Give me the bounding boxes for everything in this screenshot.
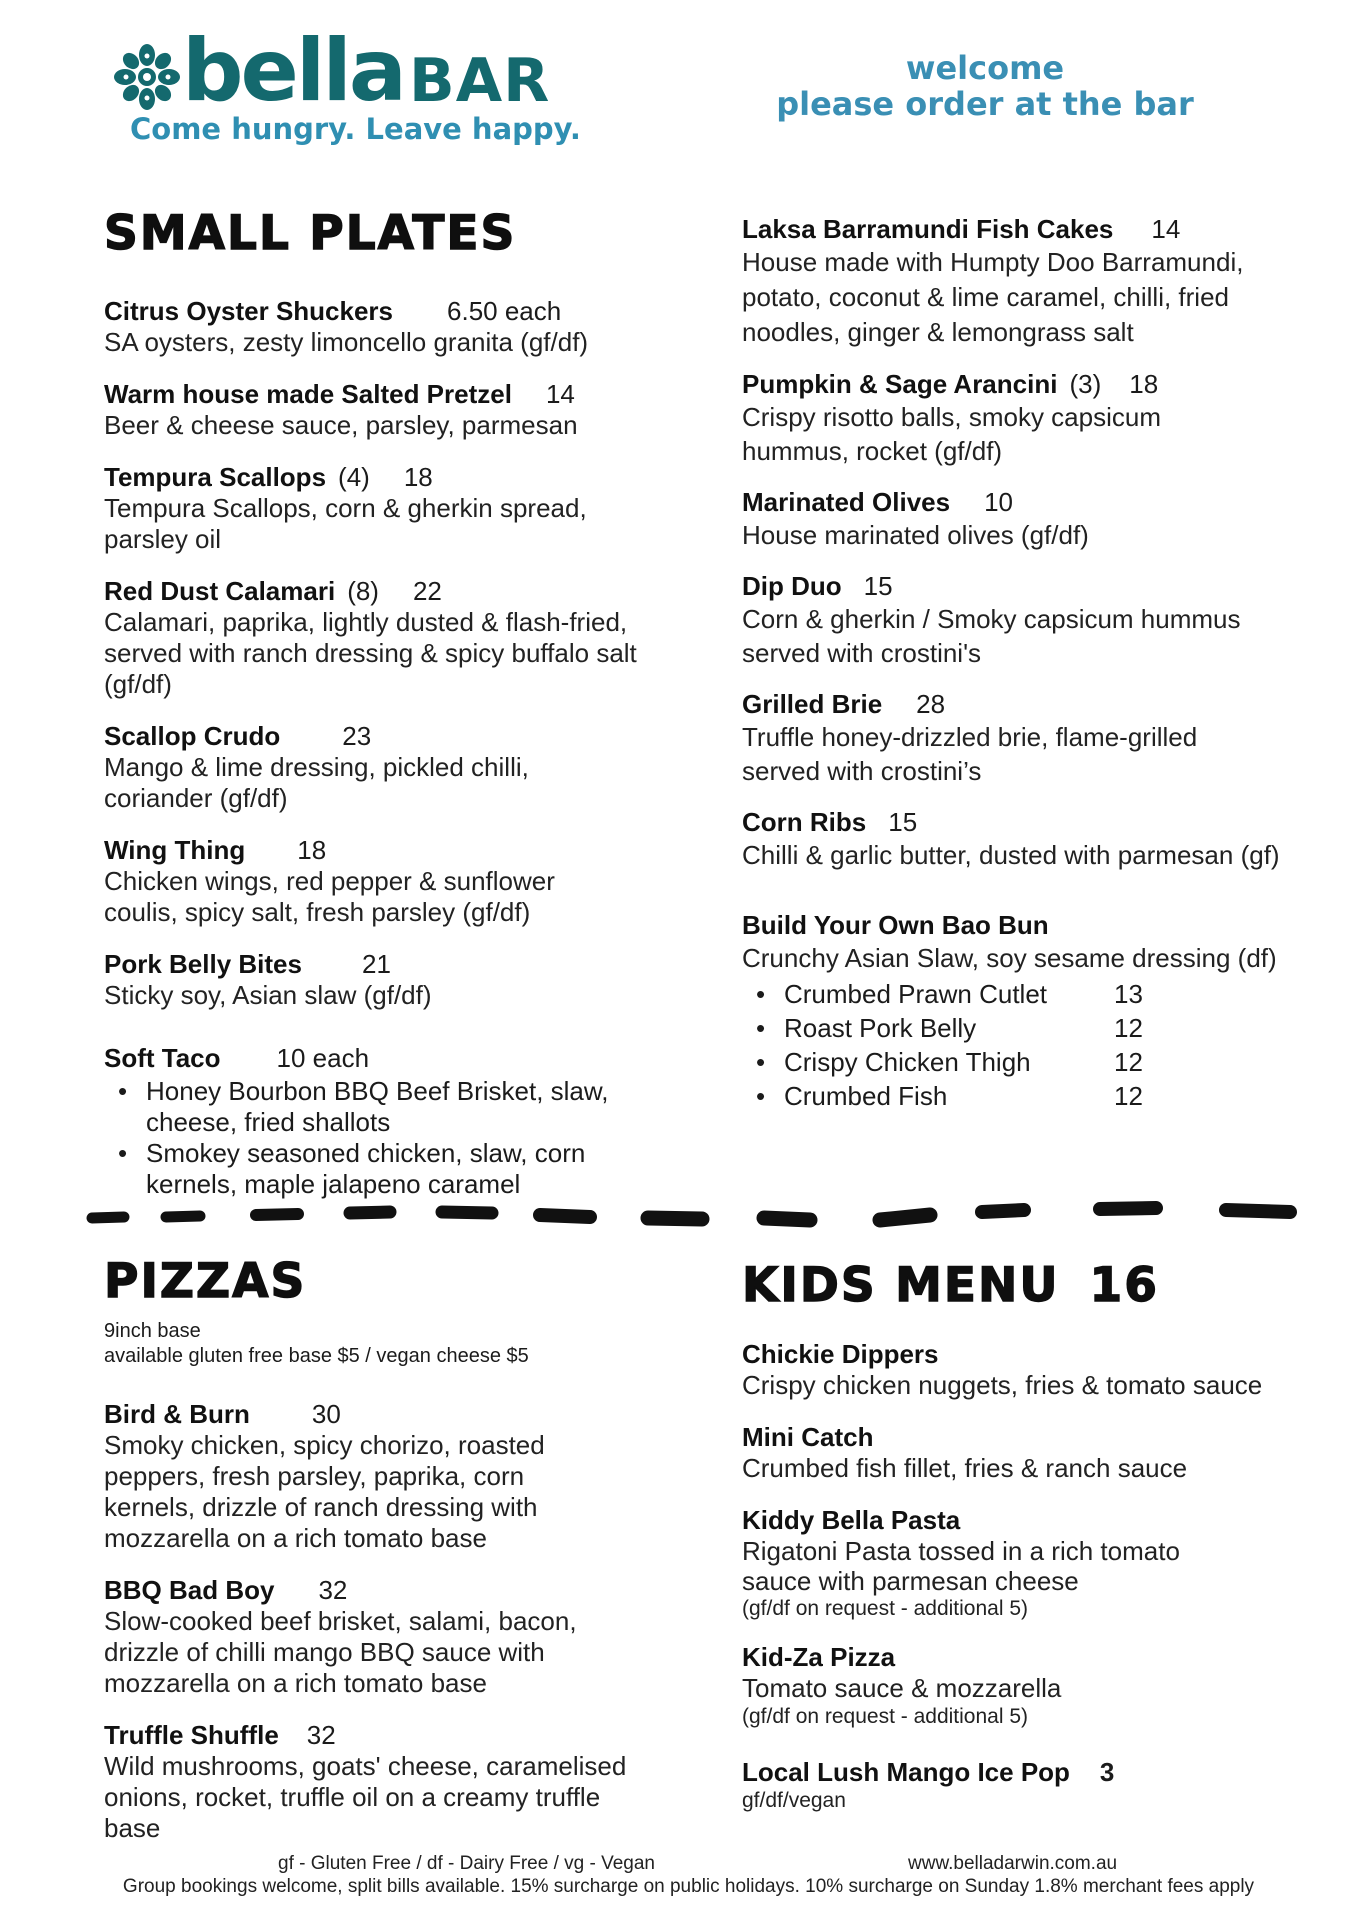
bao-option: [742, 977, 1352, 1011]
item-price: 22: [412, 576, 442, 606]
bao-option-price: 13: [1114, 979, 1143, 1009]
item-price: 14: [545, 379, 575, 409]
taco-option: • Smokey seasoned chicken, slaw, corn kernels, maple jalapeno caramel: [104, 1138, 664, 1200]
section-title-pizzas: PIZZAS: [104, 1254, 307, 1309]
item-name: Truffle Shuffle: [104, 1720, 279, 1750]
item-name: Pork Belly Bites: [104, 949, 302, 979]
menu-item: [742, 807, 1352, 872]
menu-item: [742, 214, 1352, 350]
item-name: Wing Thing: [104, 835, 246, 865]
dietary-legend: gf - Gluten Free / df - Dairy Free / vg - Vegan: [278, 1853, 655, 1874]
item-quantity: (4): [338, 462, 370, 492]
bao-option-name: • Roast Pork Belly: [784, 1013, 977, 1043]
item-quantity: (3): [1069, 369, 1102, 399]
item-price: 10 each: [276, 1043, 370, 1073]
kids-menu-column: [742, 1258, 1352, 1813]
item-description: Crispy chicken nuggets, fries & tomato sauce: [742, 1370, 1263, 1400]
item-description: Tempura Scallops, corn & gherkin spread, parsley oil: [104, 493, 587, 554]
menu-item: [742, 1642, 1352, 1729]
bao-option-price: 12: [1114, 1081, 1143, 1111]
item-name: Scallop Crudo: [104, 721, 281, 751]
brand-name: bella: [182, 21, 404, 121]
item-description: Crumbed fish fillet, fries & ranch sauce: [742, 1453, 1188, 1483]
section-title-kids-menu: [742, 1258, 1352, 1313]
menu-item: [742, 369, 1352, 468]
menu-item: [742, 1422, 1352, 1484]
menu-item: [104, 576, 734, 700]
item-price: 15: [888, 807, 918, 837]
item-description: Wild mushrooms, goats' cheese, caramelised onions, rocket, truffle oil on a creamy truffle base: [104, 1751, 627, 1843]
item-name: Warm house made Salted Pretzel: [104, 379, 512, 409]
kids-menu-price: 16: [1089, 1258, 1159, 1313]
pizza-base-note: [104, 1319, 734, 1369]
menu-item: [104, 379, 734, 441]
bao-option-price: 12: [1114, 1013, 1143, 1043]
item-name: Soft Taco: [104, 1043, 221, 1073]
item-price: 15: [863, 571, 893, 601]
menu-item: [104, 835, 734, 928]
bao-option: [742, 1079, 1352, 1113]
item-name: Tempura Scallops: [104, 462, 327, 492]
brand-logo: [112, 21, 581, 156]
item-price: 18: [297, 835, 327, 865]
item-price: 30: [311, 1399, 341, 1429]
item-name: Pumpkin & Sage Arancini: [742, 369, 1058, 399]
menu-item: [742, 571, 1352, 670]
item-note: (gf/df on request - additional 5): [742, 1705, 1029, 1728]
item-name: Build Your Own Bao Bun: [742, 910, 1049, 940]
welcome-message: [730, 50, 1240, 122]
small-plates-left-column: [104, 206, 734, 1200]
menu-item-soft-taco: [104, 1043, 734, 1200]
item-description: Calamari, paprika, lightly dusted & flash-fried, served with ranch dressing & spicy buffalo salt (gf/df): [104, 607, 637, 699]
bao-option-price: 12: [1114, 1047, 1143, 1077]
taco-option: • Honey Bourbon BBQ Beef Brisket, slaw, cheese, fried shallots: [104, 1076, 664, 1138]
item-name: Local Lush Mango Ice Pop: [742, 1757, 1070, 1787]
small-plates-right-column: [742, 214, 1352, 1113]
bao-option-name: • Crispy Chicken Thigh: [784, 1047, 1031, 1077]
item-description: Crispy risotto balls, smoky capsicum hummus, rocket (gf/df): [742, 402, 1161, 466]
menu-item: [742, 487, 1352, 552]
item-description: Mango & lime dressing, pickled chilli, coriander (gf/df): [104, 752, 529, 813]
item-name: Marinated Olives: [742, 487, 951, 517]
menu-item: [104, 296, 734, 358]
item-description: Beer & cheese sauce, parsley, parmesan: [104, 410, 578, 440]
item-name: Corn Ribs: [742, 807, 867, 837]
item-quantity: (8): [347, 576, 379, 606]
flower-logo-icon: [112, 42, 182, 112]
item-price: 3: [1099, 1757, 1115, 1787]
footer: [0, 1852, 1357, 1898]
item-name: Citrus Oyster Shuckers: [104, 296, 394, 326]
item-description: Tomato sauce & mozzarella: [742, 1673, 1062, 1703]
item-description: House marinated olives (gf/df): [742, 520, 1089, 550]
item-name: BBQ Bad Boy: [104, 1575, 275, 1605]
item-name: Bird & Burn: [104, 1399, 250, 1429]
menu-item: [742, 689, 1352, 788]
item-price: 21: [361, 949, 391, 979]
menu-item: [104, 1399, 734, 1554]
bao-option: [742, 1045, 1352, 1079]
brand-tagline: Come hungry. Leave happy.: [130, 112, 581, 146]
brand-name-bar: BAR: [409, 46, 551, 116]
item-price: 32: [306, 1720, 336, 1750]
item-description: House made with Humpty Doo Barramundi, potato, coconut & lime caramel, chilli, fried noodles, ginger & lemongrass salt: [742, 247, 1244, 347]
menu-item: [104, 1575, 734, 1699]
welcome-line-2: please order at the bar: [776, 85, 1194, 123]
item-description: Crunchy Asian Slaw, soy sesame dressing (df): [742, 943, 1277, 973]
menu-item: [104, 721, 734, 814]
section-divider: [0, 1190, 1357, 1230]
item-description: Slow-cooked beef brisket, salami, bacon, drizzle of chilli mango BBQ sauce with mozzarella on a rich tomato base: [104, 1606, 577, 1698]
item-name: Chickie Dippers: [742, 1339, 939, 1369]
item-price: 10: [984, 487, 1013, 517]
menu-item: [104, 1720, 734, 1844]
booking-terms: Group bookings welcome, split bills available. 15% surcharge on public holidays. 10% surcharge on Sunday 1.8% merchant fees apply: [122, 1876, 1255, 1897]
item-price: 23: [342, 721, 372, 751]
bao-option-name: • Crumbed Fish: [784, 1081, 948, 1111]
item-note: (gf/df on request - additional 5): [742, 1597, 1029, 1620]
item-description: Chicken wings, red pepper & sunflower coulis, spicy salt, fresh parsley (gf/df): [104, 866, 555, 927]
menu-item: [742, 1505, 1352, 1621]
item-name: Dip Duo: [742, 571, 842, 601]
item-price: 28: [916, 689, 946, 719]
item-price: 18: [1129, 369, 1159, 399]
item-price: 6.50 each: [447, 296, 562, 326]
item-description: Rigatoni Pasta tossed in a rich tomato sauce with parmesan cheese: [742, 1536, 1180, 1596]
item-price: 18: [403, 462, 433, 492]
bao-option-name: • Crumbed Prawn Cutlet: [784, 979, 1047, 1009]
item-description: Sticky soy, Asian slaw (gf/df): [104, 980, 432, 1010]
kids-menu-title: KIDS MENU: [742, 1258, 1060, 1313]
item-name: Kid-Za Pizza: [742, 1642, 896, 1672]
item-description: Chilli & garlic butter, dusted with parmesan (gf): [742, 840, 1280, 870]
item-name: Grilled Brie: [742, 689, 883, 719]
item-description: SA oysters, zesty limoncello granita (gf/df): [104, 327, 589, 357]
menu-item: [104, 462, 734, 555]
pizza-base-size: 9inch base: [104, 1320, 201, 1342]
item-price: 14: [1151, 214, 1181, 244]
item-note: gf/df/vegan: [742, 1789, 846, 1812]
menu-item: [742, 1757, 1352, 1813]
pizzas-column: [104, 1254, 734, 1844]
item-price: 32: [318, 1575, 348, 1605]
section-title-small-plates: SMALL PLATES: [104, 206, 517, 261]
item-description: Smoky chicken, spicy chorizo, roasted peppers, fresh parsley, paprika, corn kernels, drizzle of ranch dressing with mozzarella on a rich tomato base: [104, 1430, 545, 1553]
item-description: Truffle honey-drizzled brie, flame-grilled served with crostini’s: [742, 722, 1198, 786]
item-name: Kiddy Bella Pasta: [742, 1505, 961, 1535]
menu-item-bao-bun: [742, 910, 1352, 1113]
menu-item: [742, 1339, 1352, 1401]
bao-option: [742, 1011, 1352, 1045]
item-description: Corn & gherkin / Smoky capsicum hummus served with crostini's: [742, 604, 1241, 668]
pizza-options-note: available gluten free base $5 / vegan cheese $5: [104, 1345, 529, 1367]
item-name: Laksa Barramundi Fish Cakes: [742, 214, 1114, 244]
welcome-line-1: welcome: [905, 49, 1065, 87]
item-name: Mini Catch: [742, 1422, 874, 1452]
item-name: Red Dust Calamari: [104, 576, 336, 606]
website-link[interactable]: www.belladarwin.com.au: [908, 1853, 1118, 1874]
menu-item: [104, 949, 734, 1011]
